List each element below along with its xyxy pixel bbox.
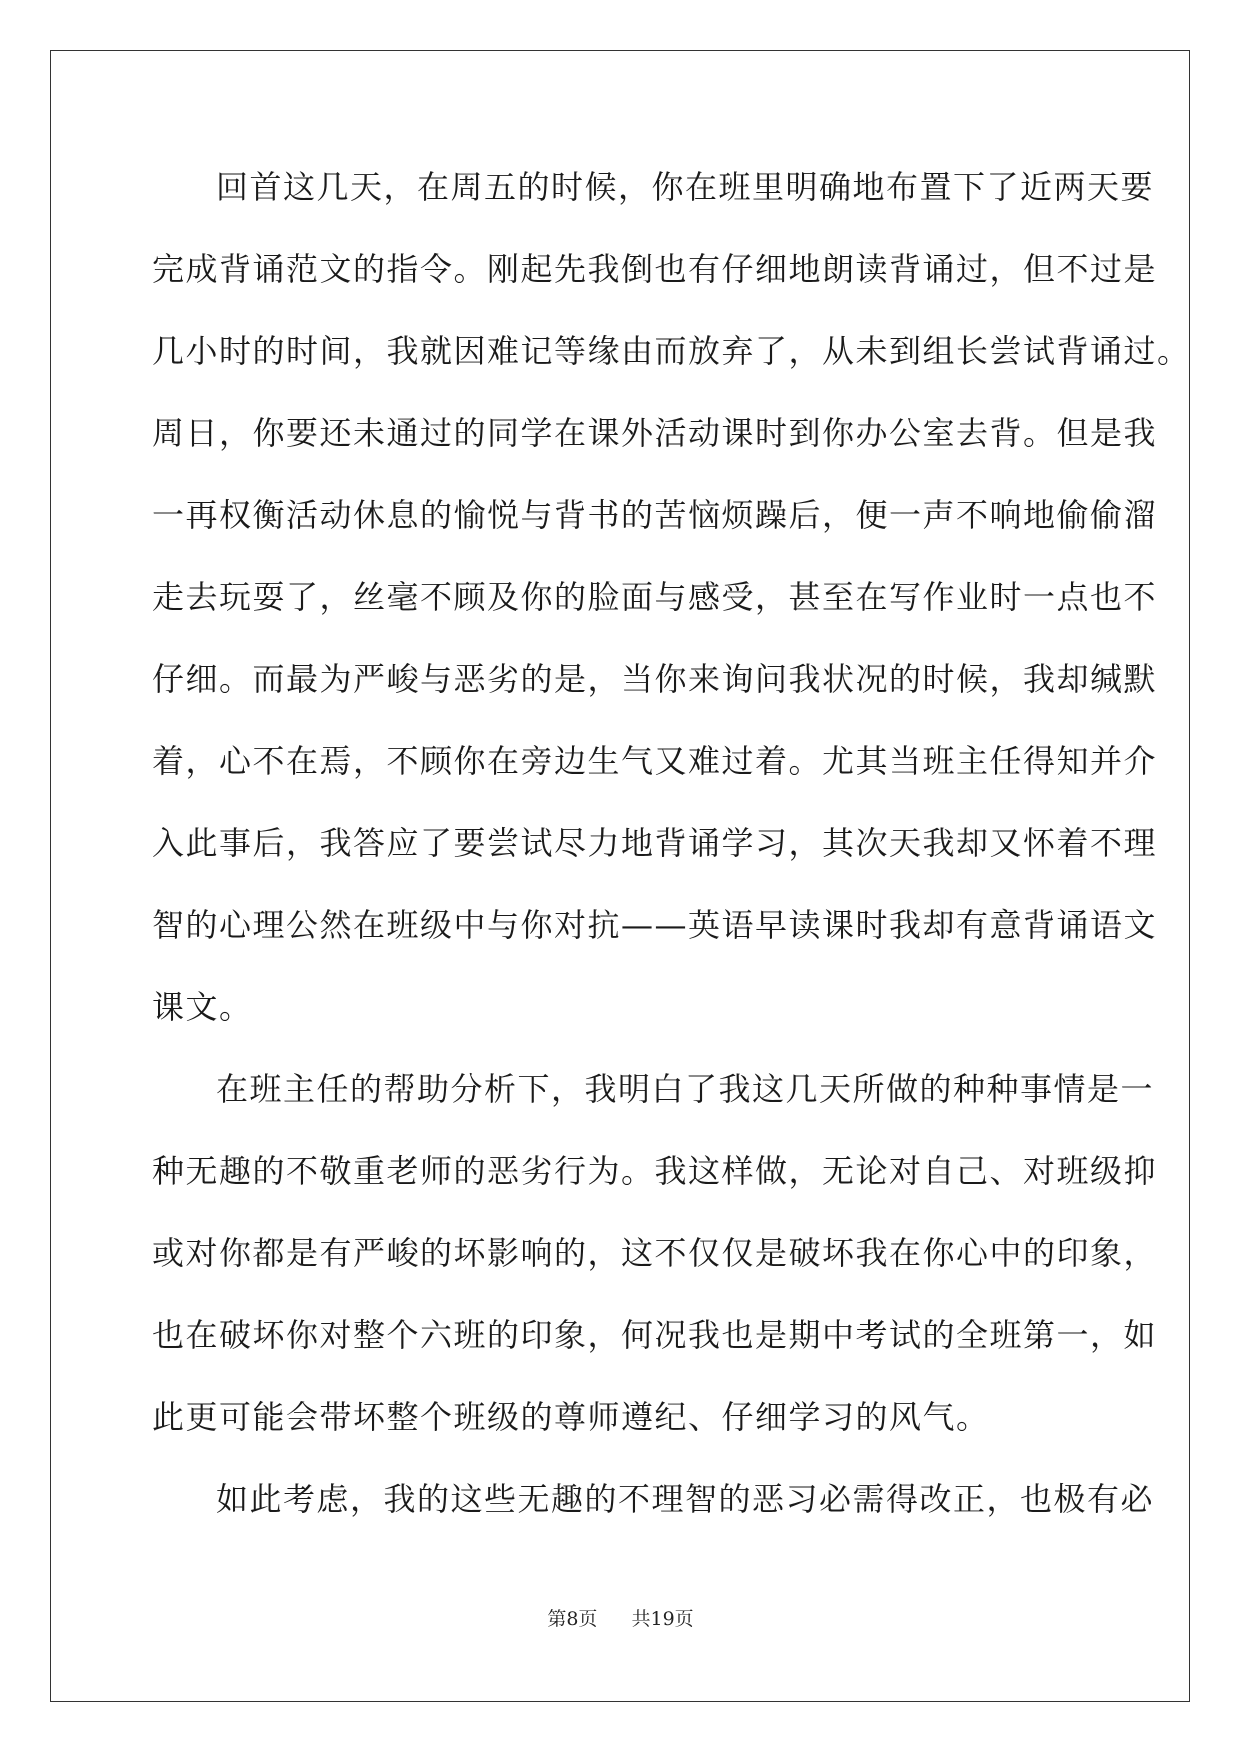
page-number: 第8页 bbox=[547, 1608, 598, 1630]
text-line: 周日，你要还未通过的同学在课外活动课时到你办公室去背。但是我 bbox=[152, 414, 1158, 452]
page-total: 共19页 bbox=[631, 1608, 694, 1630]
text-line: 种无趣的不敬重老师的恶劣行为。我这样做，无论对自己、对班级抑 bbox=[152, 1152, 1158, 1190]
text-line: 入此事后，我答应了要尝试尽力地背诵学习，其次天我却又怀着不理 bbox=[152, 824, 1158, 862]
text-line: 走去玩耍了，丝毫不顾及你的脸面与感受，甚至在写作业时一点也不 bbox=[152, 578, 1158, 616]
text-line: 几小时的时间，我就因难记等缘由而放弃了，从未到组长尝试背诵过。 bbox=[152, 332, 1191, 370]
text-line: 课文。 bbox=[152, 988, 253, 1026]
text-line: 一再权衡活动休息的愉悦与背书的苦恼烦躁后，便一声不响地偷偷溜 bbox=[152, 496, 1158, 534]
text-line: 此更可能会带坏整个班级的尊师遵纪、仔细学习的风气。 bbox=[152, 1398, 990, 1436]
text-line: 仔细。而最为严峻与恶劣的是，当你来询问我状况的时候，我却缄默 bbox=[152, 660, 1158, 698]
text-line: 着，心不在焉，不顾你在旁边生气又难过着。尤其当班主任得知并介 bbox=[152, 742, 1158, 780]
text-line: 回首这几天，在周五的时候，你在班里明确地布置下了近两天要 bbox=[216, 168, 1155, 206]
document-body bbox=[152, 146, 1191, 1540]
text-line: 如此考虑，我的这些无趣的不理智的恶习必需得改正，也极有必 bbox=[216, 1480, 1155, 1518]
text-line: 智的心理公然在班级中与你对抗——英语早读课时我却有意背诵语文 bbox=[152, 906, 1158, 944]
page-footer bbox=[0, 1604, 1241, 1631]
text-line: 在班主任的帮助分析下，我明白了我这几天所做的种种事情是一 bbox=[216, 1070, 1155, 1108]
text-line: 完成背诵范文的指令。刚起先我倒也有仔细地朗读背诵过，但不过是 bbox=[152, 250, 1158, 288]
text-line: 也在破坏你对整个六班的印象，何况我也是期中考试的全班第一，如 bbox=[152, 1316, 1158, 1354]
text-line: 或对你都是有严峻的坏影响的，这不仅仅是破坏我在你心中的印象， bbox=[152, 1234, 1158, 1272]
